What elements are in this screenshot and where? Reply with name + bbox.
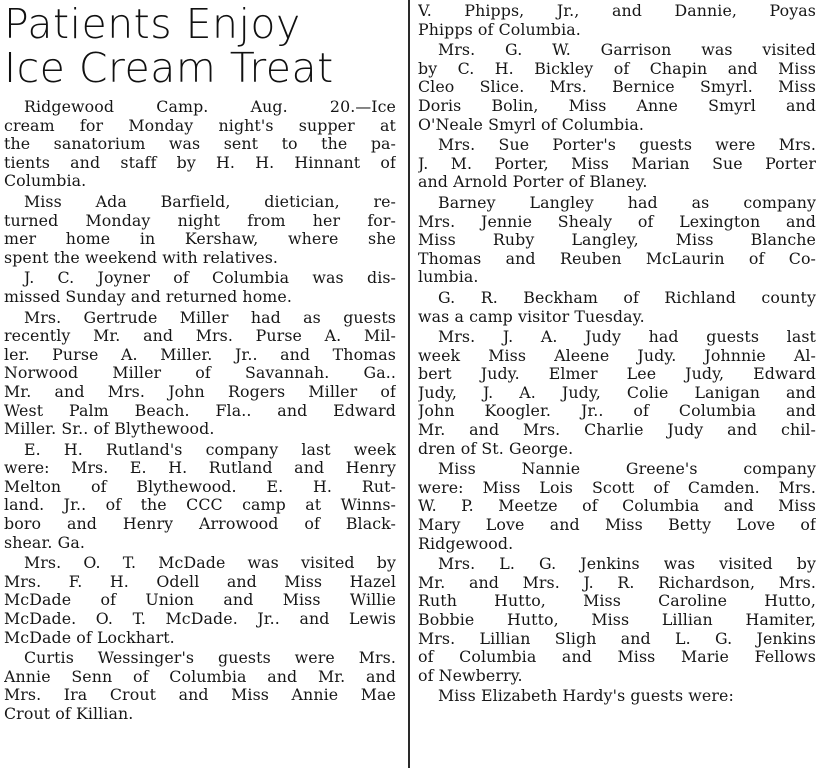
text-line: Miss Nannie Greene's company xyxy=(438,460,816,479)
text-line: missed Sunday and returned home. xyxy=(4,287,292,306)
text-line: Curtis Wessinger's guests were Mrs. xyxy=(24,649,396,668)
text-line: turned Monday night from her for- xyxy=(4,211,396,230)
article-paragraph xyxy=(4,309,396,439)
text-line: land. Jr.. of the CCC camp at Winns- xyxy=(4,496,396,515)
text-line: bert Judy. Elmer Lee Judy, Edward xyxy=(418,365,816,384)
text-line: Mr. and Mrs. Charlie Judy and chil- xyxy=(418,421,816,440)
text-line: tients and staff by H. H. Hinnant of xyxy=(4,153,396,172)
right-column-body xyxy=(418,2,816,706)
text-line: W. P. Meetze of Columbia and Miss xyxy=(418,497,816,516)
right-column xyxy=(418,0,816,768)
text-line: Mrs. Ira Crout and Miss Annie Mae xyxy=(4,686,396,705)
left-column xyxy=(4,0,396,768)
text-line: Ridgewood Camp. Aug. 20.—Ice xyxy=(24,98,396,116)
text-line: Mrs. Sue Porter's guests were Mrs. xyxy=(438,136,816,155)
text-line: cream for Monday night's supper at xyxy=(4,116,396,135)
text-line: Columbia. xyxy=(4,172,87,191)
text-line: Bobbie Hutto, Miss Lillian Hamiter, xyxy=(418,611,816,629)
text-line: mer home in Kershaw, where she xyxy=(4,230,396,249)
text-line: Cleo Slice. Mrs. Bernice Smyrl. Miss xyxy=(418,78,816,97)
text-line: Barney Langley had as company xyxy=(438,193,816,212)
text-line: recently Mr. and Mrs. Purse A. Mil- xyxy=(4,327,396,346)
text-line: Mrs. G. W. Garrison was visited xyxy=(438,41,816,60)
text-line: Thomas and Reuben McLaurin of Co- xyxy=(418,249,816,268)
text-line: E. H. Rutland's company last week xyxy=(24,440,396,459)
text-line: Mrs. J. A. Judy had guests last xyxy=(438,328,816,347)
text-line: West Palm Beach. Fla.. and Edward xyxy=(4,401,396,420)
text-line: Mrs. L. G. Jenkins was visited by xyxy=(438,555,816,574)
text-line: were: Mrs. E. H. Rutland and Henry xyxy=(4,459,396,478)
article-paragraph xyxy=(418,555,816,685)
article-paragraph xyxy=(418,194,816,287)
text-line: John Koogler. Jr.. of Columbia and xyxy=(418,402,816,421)
text-line: lumbia. xyxy=(418,268,479,287)
headline-line: Patients Enjoy xyxy=(4,0,301,48)
text-line: Ridgewood. xyxy=(418,534,514,553)
text-line: Crout of Killian. xyxy=(4,705,134,723)
article-paragraph xyxy=(4,98,396,191)
article-paragraph xyxy=(418,328,816,458)
text-line: McDade. O. T. McDade. Jr.. and Lewis xyxy=(4,610,396,629)
article-paragraph xyxy=(4,441,396,553)
text-line: Mrs. F. H. Odell and Miss Hazel xyxy=(4,572,396,591)
text-line: week Miss Aleene Judy. Johnnie Al- xyxy=(418,346,816,365)
text-line: were: Miss Lois Scott of Camden. Mrs. xyxy=(418,478,816,497)
text-line: J. M. Porter, Miss Marian Sue Porter xyxy=(418,154,816,173)
text-line: Miss Elizabeth Hardy's guests were: xyxy=(438,687,734,706)
text-line: was a camp visitor Tuesday. xyxy=(418,307,645,326)
headline-line: Ice Cream Treat xyxy=(4,44,334,92)
left-column-body xyxy=(4,98,396,724)
article-paragraph xyxy=(418,460,816,553)
text-line: of Newberry. xyxy=(418,666,523,685)
article-paragraph xyxy=(418,289,816,326)
text-line: Mrs. Lillian Sligh and L. G. Jenkins xyxy=(418,629,816,648)
text-line: J. C. Joyner of Columbia was dis- xyxy=(24,269,396,288)
text-line: Annie Senn of Columbia and Mr. and xyxy=(4,667,396,686)
column-divider xyxy=(408,0,410,768)
text-line: shear. Ga. xyxy=(4,533,85,552)
text-line: Melton of Blythewood. E. H. Rut- xyxy=(4,477,396,496)
article-paragraph xyxy=(418,136,816,192)
text-line: McDade of Union and Miss Willie xyxy=(4,591,396,610)
text-line: Miller. Sr.. of Blythewood. xyxy=(4,420,215,439)
text-line: Miss Ruby Langley, Miss Blanche xyxy=(418,231,816,250)
text-line: Norwood Miller of Savannah. Ga.. xyxy=(4,364,396,383)
text-line: O'Neale Smyrl of Columbia. xyxy=(418,115,645,134)
text-line: Miss Ada Barfield, dietician, re- xyxy=(24,192,396,211)
article-paragraph xyxy=(418,2,816,39)
text-line: spent the weekend with relatives. xyxy=(4,248,279,267)
text-line: G. R. Beckham of Richland county xyxy=(438,288,816,307)
text-line: Mary Love and Miss Betty Love of xyxy=(418,516,816,535)
article-paragraph xyxy=(4,554,396,647)
text-line: and Arnold Porter of Blaney. xyxy=(418,173,648,192)
text-line: Mrs. O. T. McDade was visited by xyxy=(24,554,396,573)
text-line: Ruth Hutto, Miss Caroline Hutto, xyxy=(418,592,816,611)
text-line: V. Phipps, Jr., and Dannie, Poyas xyxy=(418,2,816,20)
article-paragraph xyxy=(4,269,396,306)
headline xyxy=(4,0,396,90)
article-paragraph xyxy=(4,649,396,723)
article-paragraph xyxy=(418,41,816,134)
text-line: Doris Bolin, Miss Anne Smyrl and xyxy=(418,96,816,115)
text-line: Mr. and Mrs. John Rogers Miller of xyxy=(4,382,396,401)
text-line: by C. H. Bickley of Chapin and Miss xyxy=(418,59,816,78)
text-line: dren of St. George. xyxy=(418,439,574,458)
article-paragraph xyxy=(418,687,816,706)
text-line: McDade of Lockhart. xyxy=(4,628,175,647)
text-line: of Columbia and Miss Marie Fellows xyxy=(418,648,816,667)
text-line: Mrs. Jennie Shealy of Lexington and xyxy=(418,212,816,231)
article-paragraph xyxy=(4,193,396,267)
text-line: Mrs. Gertrude Miller had as guests xyxy=(24,308,396,327)
text-line: Phipps of Columbia. xyxy=(418,20,581,39)
text-line: the sanatorium was sent to the pa- xyxy=(4,135,396,154)
text-line: ler. Purse A. Miller. Jr.. and Thomas xyxy=(4,345,396,364)
text-line: Mr. and Mrs. J. R. Richardson, Mrs. xyxy=(418,573,816,592)
text-line: Judy, J. A. Judy, Colie Lanigan and xyxy=(418,383,816,402)
text-line: boro and Henry Arrowood of Black- xyxy=(4,515,396,534)
